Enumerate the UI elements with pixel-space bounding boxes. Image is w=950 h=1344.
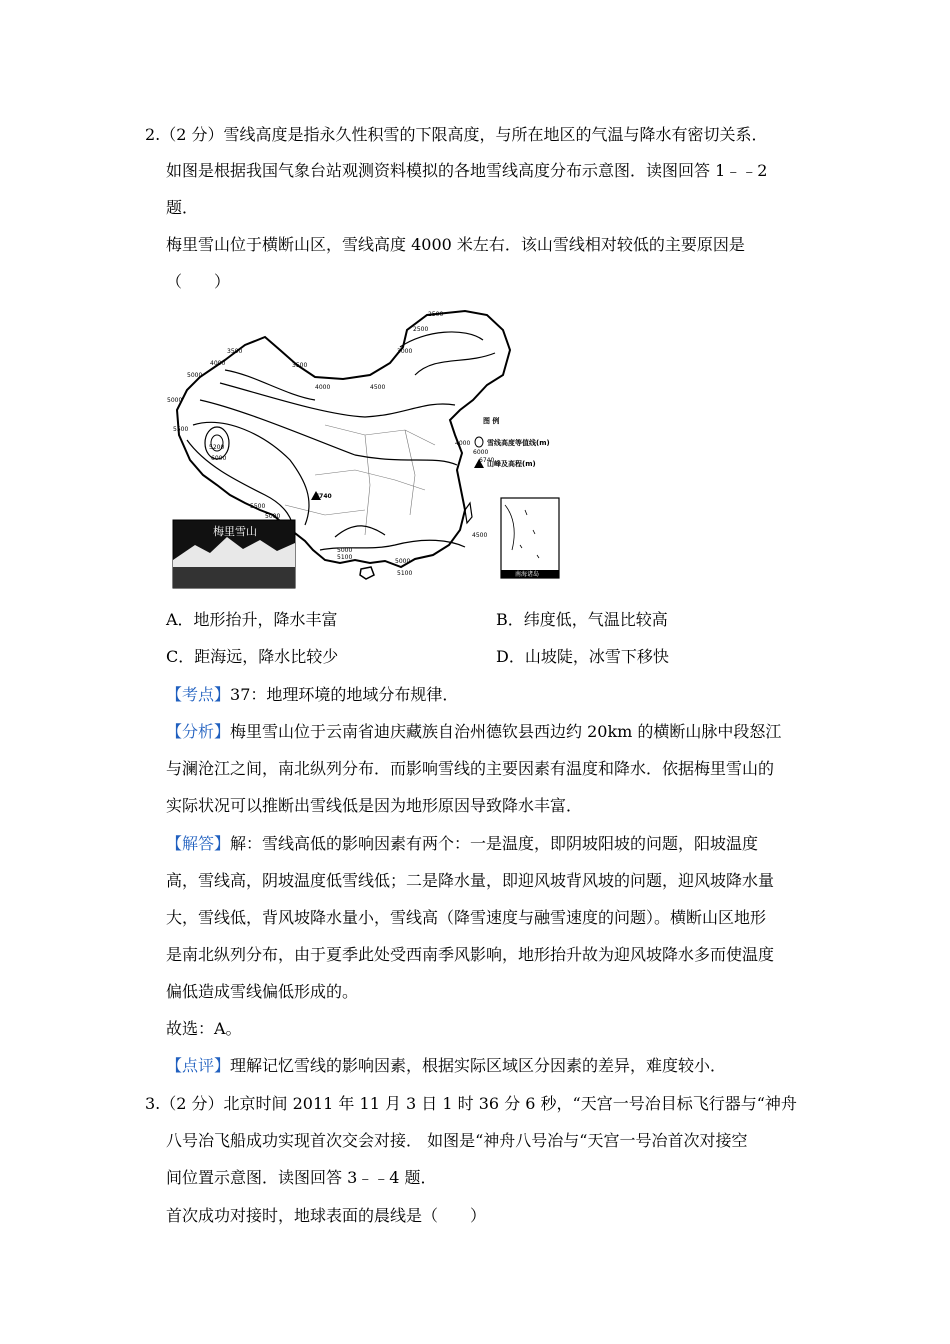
contour-line: [200, 400, 457, 465]
contour-label: 2500: [413, 326, 429, 333]
snowline-map-figure: [165, 305, 565, 590]
q2-sub-line-1: 梅里雪山位于横断山区，雪线高度 4000 米左右．该山雪线相对较低的主要原因是: [166, 235, 745, 254]
q3-sub-line-1: 首次成功对接时，地球表面的晨线是（ ）: [166, 1206, 487, 1225]
contour-line: [225, 370, 315, 400]
q3-stem-line-3: 间位置示意图．读图回答 3﹣﹣4 题．: [166, 1168, 437, 1187]
option-a: A．地形抬升，降水丰富: [166, 610, 338, 629]
contour-label: 5000: [167, 397, 183, 404]
fenxi-line-1: 梅里雪山位于云南省迪庆藏族自治州德钦县西边约 20km 的横断山脉中段怒江: [230, 722, 782, 741]
fenxi-row: [166, 721, 781, 743]
dianping-tag: 【点评】: [166, 1056, 231, 1075]
kaodian-row: [166, 684, 458, 706]
legend-contour-sample: 6000: [473, 449, 489, 456]
q2-stem-line-1: 2.（2 分）雪线高度是指永久性积雪的下限高度，与所在地区的气温与降水有密切关系．: [145, 125, 768, 144]
q2-stem-line-3: 题．: [166, 198, 199, 217]
contour-label: 5500: [250, 503, 266, 510]
contour-label: 3000: [397, 348, 413, 355]
contour-label: 6000: [211, 455, 227, 462]
jieda-line-4: 是南北纵列分布，由于夏季此处受西南季风影响，地形抬升故为迎风坡降水多而使温度: [166, 945, 775, 964]
answer-line: 故选：A。: [166, 1019, 242, 1038]
fenxi-line-2: 与澜沧江之间，南北纵列分布．而影响雪线的主要因素有温度和降水．依据梅里雪山的: [166, 759, 775, 778]
contour-label: 4000: [210, 360, 226, 367]
option-b: B．纬度低，气温比较高: [496, 610, 668, 629]
inset-label: 南海诸岛: [515, 571, 540, 578]
contour-label: 3500: [227, 348, 243, 355]
jieda-line-3: 大，雪线低，背风坡降水量小，雪线高（降雪速度与融雪速度的问题）。横断山区地形: [166, 908, 767, 927]
legend-contour-icon: [475, 437, 483, 447]
south-china-sea-inset: [501, 498, 559, 578]
legend-title: 图 例: [483, 417, 500, 425]
kaodian-text: 37：地理环境的地域分布规律．: [230, 685, 459, 704]
contour-label: 2500: [428, 311, 444, 318]
q2-stem-line-2: 如图是根据我国气象台站观测资料模拟的各地雪线高度分布示意图．读图回答 1﹣﹣2: [166, 161, 768, 180]
legend-peak-value: 6740: [479, 457, 495, 464]
contour-label: 4000: [455, 440, 471, 447]
kaodian-tag: 【考点】: [166, 685, 231, 704]
jieda-line-2: 高，雪线高，阴坡温度低雪线低；二是降水量，即迎风坡背风坡的问题，迎风坡降水量: [166, 871, 775, 890]
fenxi-tag: 【分析】: [166, 722, 231, 741]
contour-label: 5100: [337, 554, 353, 561]
contour-label: 5000: [395, 558, 411, 565]
contour-label: 5000: [265, 513, 281, 520]
contour-line: [400, 332, 483, 347]
jieda-row: [166, 833, 758, 855]
legend-peak-label: 山峰及高程(m): [487, 460, 536, 468]
photo-label: 梅里雪山: [213, 525, 257, 538]
contour-label: 5000: [187, 372, 203, 379]
contour-label: 5000: [337, 547, 353, 554]
contour-line: [335, 526, 385, 537]
contour-label: 5200: [209, 444, 225, 451]
contour-label: 4000: [315, 384, 331, 391]
option-d: D．山坡陡，冰雪下移快: [496, 647, 669, 666]
dianping-row: [166, 1055, 726, 1077]
option-c: C．距海远，降水比较少: [166, 647, 339, 666]
fenxi-line-3: 实际状况可以推断出雪线低是因为地形原因导致降水丰富．: [166, 796, 583, 815]
q3-stem-line-2: 八号冶飞船成功实现首次交会对接． 如图是“神舟八号冶与“天宫一号冶首次对接空: [166, 1131, 748, 1150]
legend-contour-label: 雪线高度等值线(m): [487, 439, 550, 447]
contour-line: [415, 353, 495, 375]
hainan-island: [360, 567, 374, 579]
contour-label: 4500: [370, 384, 386, 391]
contour-label: 5500: [173, 426, 189, 433]
peak-label: 6740: [315, 493, 332, 500]
contour-label: 4500: [472, 532, 488, 539]
contour-line: [220, 383, 455, 417]
taiwan-island: [465, 503, 472, 523]
contour-label: 3500: [292, 362, 308, 369]
jieda-line-5: 偏低造成雪线偏低形成的。: [166, 982, 359, 1001]
jieda-tag: 【解答】: [166, 834, 231, 853]
q3-stem-line-1: 3.（2 分）北京时间 2011 年 11 月 3 日 1 时 36 分 6 秒，“天宫一号冶目标飞行器与“神舟: [145, 1094, 797, 1113]
q2-sub-line-2: （ ）: [166, 272, 231, 291]
dianping-text: 理解记忆雪线的影响因素，根据实际区域区分因素的差异，难度较小．: [230, 1056, 727, 1075]
jieda-line-1: 解：雪线高低的影响因素有两个：一是温度，即阴坡阳坡的问题，阳坡温度: [230, 834, 759, 853]
contour-label: 5100: [397, 570, 413, 577]
